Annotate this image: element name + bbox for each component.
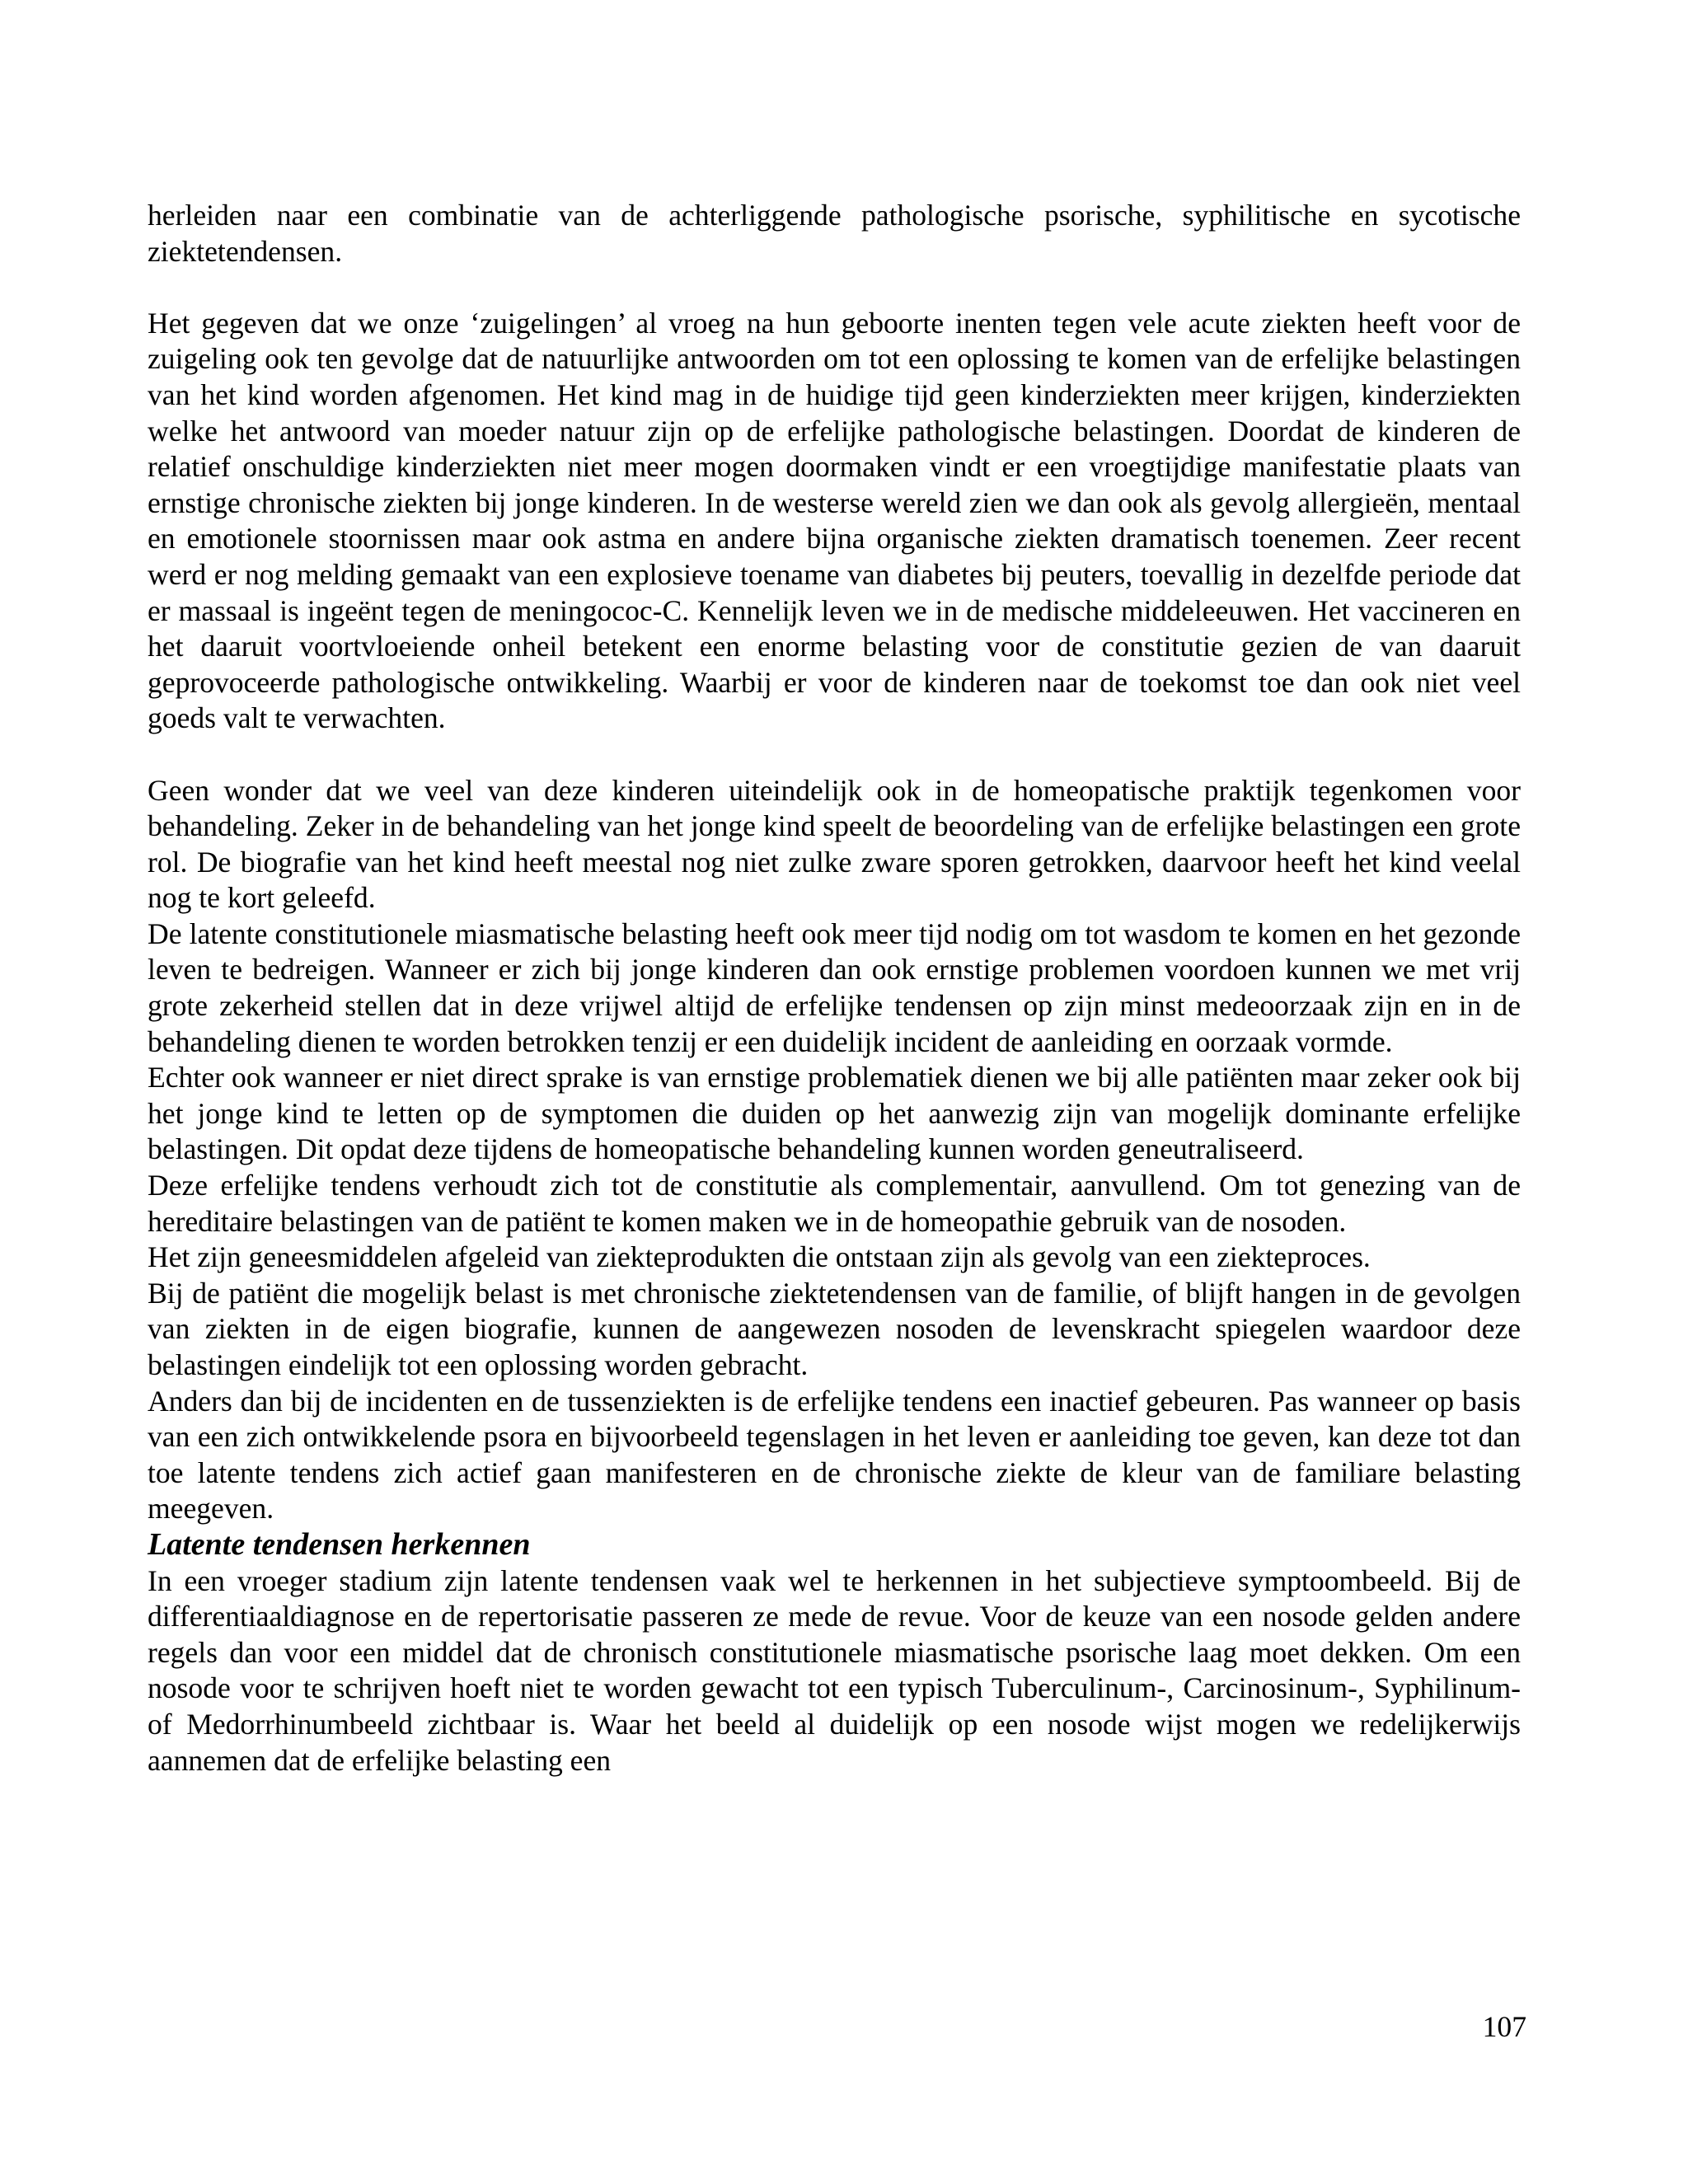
paragraph-complementary-tendency: Deze erfelijke tendens verhoudt zich tot de constitutie als complementair, aanvullend. Om tot genezing van de hereditaire belastingen van de patiënt te komen maken we in de homeopathie gebruik van de nosoden. [148, 1169, 1521, 1238]
paragraph-inactive-tendency: Anders dan bij de incidenten en de tussenziekten is de erfelijke tendens een inactief gebeuren. Pas wanneer op basis van een zich ontwikkelende psora en bijvoorbeeld tegenslagen in het leven er aanleiding toe geven, kan deze tot dan toe latente tendens zich actief gaan manifesteren en de chronische ziekte de kleur van de familiare belasting meegeven. [148, 1384, 1521, 1526]
page-number: 107 [1482, 2010, 1526, 2043]
paragraph-latent-burden: De latente constitutionele miasmatische belasting heeft ook meer tijd nodig om tot wasdom te komen en het gezonde leven te bedreigen. Wanneer er zich bij jonge kinderen dan ook ernstige problemen voordoen kunnen we met vrij grote zekerheid stellen dat in deze vrijwel altijd de erfelijke tendensen op zijn minst medeoorzaak zijn en in de behandeling dienen te worden betrokken tenzij er een duidelijk incident de aanleiding en oorzaak vormde. [148, 916, 1521, 1058]
paragraph-vaccination: Het gegeven dat we onze ‘zuigelingen’ al vroeg na hun geboorte inenten tegen vele acute ziekten heeft voor de zuigeling ook ten gevolge dat de natuurlijke antwoorden om tot een oplossing te komen van de erfelijke belastingen van het kind worden afgenomen. Het kind mag in de huidige tijd geen kinderziekten meer krijgen, kinderziekten welke het antwoord van moeder natuur zijn op de erfelijke pathologische belastingen. Doordat de kinderen de relatief onschuldige kinderziekten niet meer mogen doormaken vindt er een vroegtijdige manifestatie plaats van ernstige chronische ziekten bij jonge kinderen. In de westerse wereld zien we dan ook als gevolg allergieën, mentaal en emotionele stoornissen maar ook astma en andere bijna organische ziekten dramatisch toenemen. Zeer recent werd er nog melding gemaakt van een explosieve toename van diabetes bij peuters, toevallig in dezelfde periode dat er massaal is ingeënt tegen de meningococ-C. Kennelijk leven we in de medische middeleeuwen. Het vaccineren en het daaruit voortvloeiende onheil betekent een enorme belasting voor de constitutie gezien de van daaruit geprovoceerde pathologische ontwikkeling. Waarbij er voor de kinderen naar de toekomst toe dan ook niet veel goeds valt te verwachten. [148, 306, 1521, 735]
paragraph-nosodes-mirror: Bij de patiënt die mogelijk belast is met chronische ziektetendensen van de familie, of blijft hangen in de gevolgen van ziekten in de eigen biografie, kunnen de aangewezen nosoden de levenskracht spiegelen waardoor deze belastingen eindelijk tot een oplossing worden gebracht. [148, 1276, 1521, 1381]
section-heading: Latente tendensen herkennen [148, 1526, 531, 1562]
paragraph-continuation: herleiden naar een combinatie van de achterliggende pathologische psorische, syphilitische en sycotische ziektetendensen. [148, 199, 1521, 268]
paragraph-remedies-definition: Het zijn geneesmiddelen afgeleid van ziekteprodukten die ontstaan zijn als gevolg van een ziekteproces. [148, 1240, 1371, 1274]
paragraph-homeopathic-practice: Geen wonder dat we veel van deze kinderen uiteindelijk ook in de homeopatische praktijk tegenkomen voor behandeling. Zeker in de behandeling van het jonge kind speelt de beoordeling van de erfelijke belastingen een grote rol. De biografie van het kind heeft meestal nog niet zulke zware sporen getrokken, daarvoor heeft het kind veelal nog te kort geleefd. [148, 773, 1521, 915]
body-text [148, 198, 1521, 1779]
paragraph-dominant-burdens: Echter ook wanneer er niet direct sprake is van ernstige problematiek dienen we bij alle patiënten maar zeker ook bij het jonge kind te letten op de symptomen die duiden op het aanwezig zijn van mogelijk dominante erfelijke belastingen. Dit opdat deze tijdens de homeopatische behandeling kunnen worden geneutraliseerd. [148, 1061, 1521, 1166]
paragraph-recognition: In een vroeger stadium zijn latente tendensen vaak wel te herkennen in het subjectieve symptoombeeld. Bij de differentiaaldiagnose en de repertorisatie passeren ze mede de revue. Voor de keuze van een nosode gelden andere regels dan voor een middel dat de chronisch constitutionele miasmatische psorische laag moet dekken. Om een nosode voor te schrijven hoeft niet te worden gewacht tot een typisch Tuberculinum-, Carcinosinum-, Syphilinum- of Medorrhinumbeeld zichtbaar is. Waar het beeld al duidelijk op een nosode wijst mogen we redelijkerwijs aannemen dat de erfelijke belasting een [148, 1563, 1521, 1777]
